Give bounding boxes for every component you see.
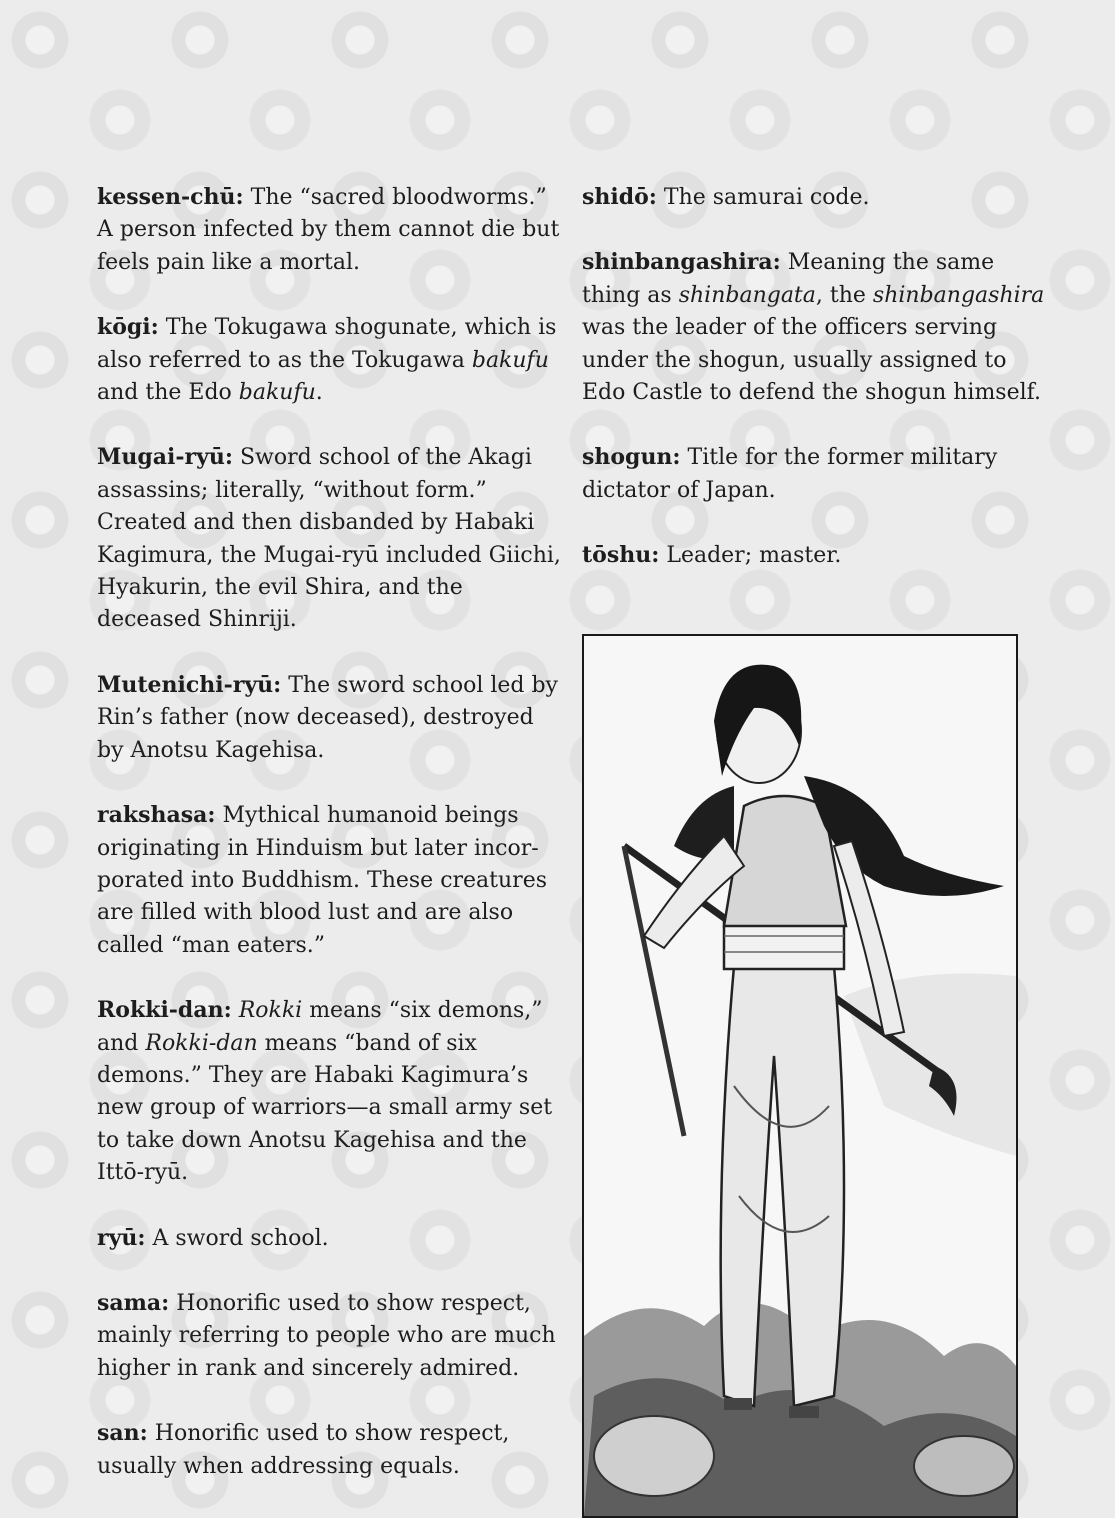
definition-text: Leader; master.	[659, 543, 842, 569]
glossary-entry	[582, 539, 1052, 572]
glossary-term: ryū:	[97, 1224, 146, 1251]
glossary-term: shidō:	[582, 184, 657, 210]
glossary-entry	[97, 1417, 567, 1483]
glossary-entry	[582, 246, 1052, 409]
glossary-entry	[97, 994, 567, 1189]
glossary-entry	[97, 311, 567, 409]
italic-term: Rokki	[238, 998, 303, 1024]
definition-text: Honorific used to show respect, mainly referring to people who are much higher in rank and sincerely admired.	[97, 1290, 556, 1381]
glossary-left-column	[97, 181, 567, 1515]
definition-text: Mythical humanoid beings originating in Hinduism but later incor-porated into Buddhism. These creatures are filled with blood lust and are also called “man eaters.”	[97, 803, 548, 958]
glossary-entry	[97, 1222, 567, 1255]
italic-term: bakufu	[471, 347, 549, 373]
definition-text: means “six demons,” and	[97, 998, 543, 1056]
glossary-entry	[97, 1287, 567, 1385]
definition-text: Sword school of the Akagi assassins; literally, “without form.” Created and then disbanded by Habaki Kagimura, the Mugai-ryū included Giichi, Hyakurin, the evil Shira, and the deceased Shinriji.	[97, 445, 561, 633]
definition-text: The samurai code.	[656, 185, 870, 210]
glossary-term: shogun:	[582, 444, 681, 471]
glossary-entry	[97, 181, 567, 279]
glossary-term: tōshu:	[582, 542, 660, 569]
glossary-right-column	[582, 181, 1052, 605]
definition-text: and the Edo	[97, 380, 239, 406]
glossary-term: sama:	[97, 1289, 170, 1316]
definition-text: .	[315, 380, 323, 406]
glossary-term: Mutenichi-ryū:	[97, 671, 282, 698]
italic-term: shinbangashira	[872, 282, 1045, 308]
definition-text: The sword school led by Rin’s father (now deceased), destroyed by Anotsu Kagehisa.	[97, 672, 558, 763]
glossary-term: rakshasa:	[97, 802, 216, 829]
glossary-entry	[97, 441, 567, 636]
warrior-illustration	[584, 636, 1016, 1516]
definition-text: Honorific used to show respect, usually when addressing equals.	[97, 1421, 510, 1479]
definition-text: means “band of six demons.” They are Habaki Kagimura’s new group of warriors—a small army set to take down Anotsu Kagehisa and the Ittō-ryū.	[97, 1030, 553, 1186]
italic-term: shinbangata	[678, 282, 816, 308]
definition-text: The Tokugawa shogunate, which is also referred to as the Tokugawa	[97, 315, 557, 373]
glossary-entry	[582, 441, 1052, 507]
italic-term: Rokki-dan	[145, 1030, 258, 1056]
definition-text: , the	[815, 282, 873, 308]
glossary-term: shinbangashira:	[582, 249, 781, 276]
definition-text: was the leader of the officers serving under the shogun, usually assigned to Edo Castle to defend the shogun himself.	[582, 315, 1042, 406]
definition-text: A sword school.	[145, 1225, 329, 1251]
definition-text: Title for the former military dictator of Japan.	[582, 445, 998, 503]
glossary-entry	[97, 669, 567, 767]
manga-illustration-panel	[582, 634, 1018, 1518]
glossary-term: kōgi:	[97, 314, 159, 341]
glossary-entry	[582, 181, 1052, 214]
glossary-term: kessen-chū:	[97, 184, 244, 210]
glossary-term: Mugai-ryū:	[97, 444, 233, 471]
glossary-term: Rokki-dan:	[97, 997, 232, 1024]
definition-text: Meaning the same thing as	[582, 250, 995, 308]
glossary-term: san:	[97, 1420, 148, 1447]
italic-term: bakufu	[238, 380, 316, 406]
definition-text	[232, 998, 239, 1023]
definition-text: The “sacred bloodworms.” A person infected by them cannot die but feels pain like a mortal.	[97, 185, 560, 275]
glossary-entry	[97, 799, 567, 962]
